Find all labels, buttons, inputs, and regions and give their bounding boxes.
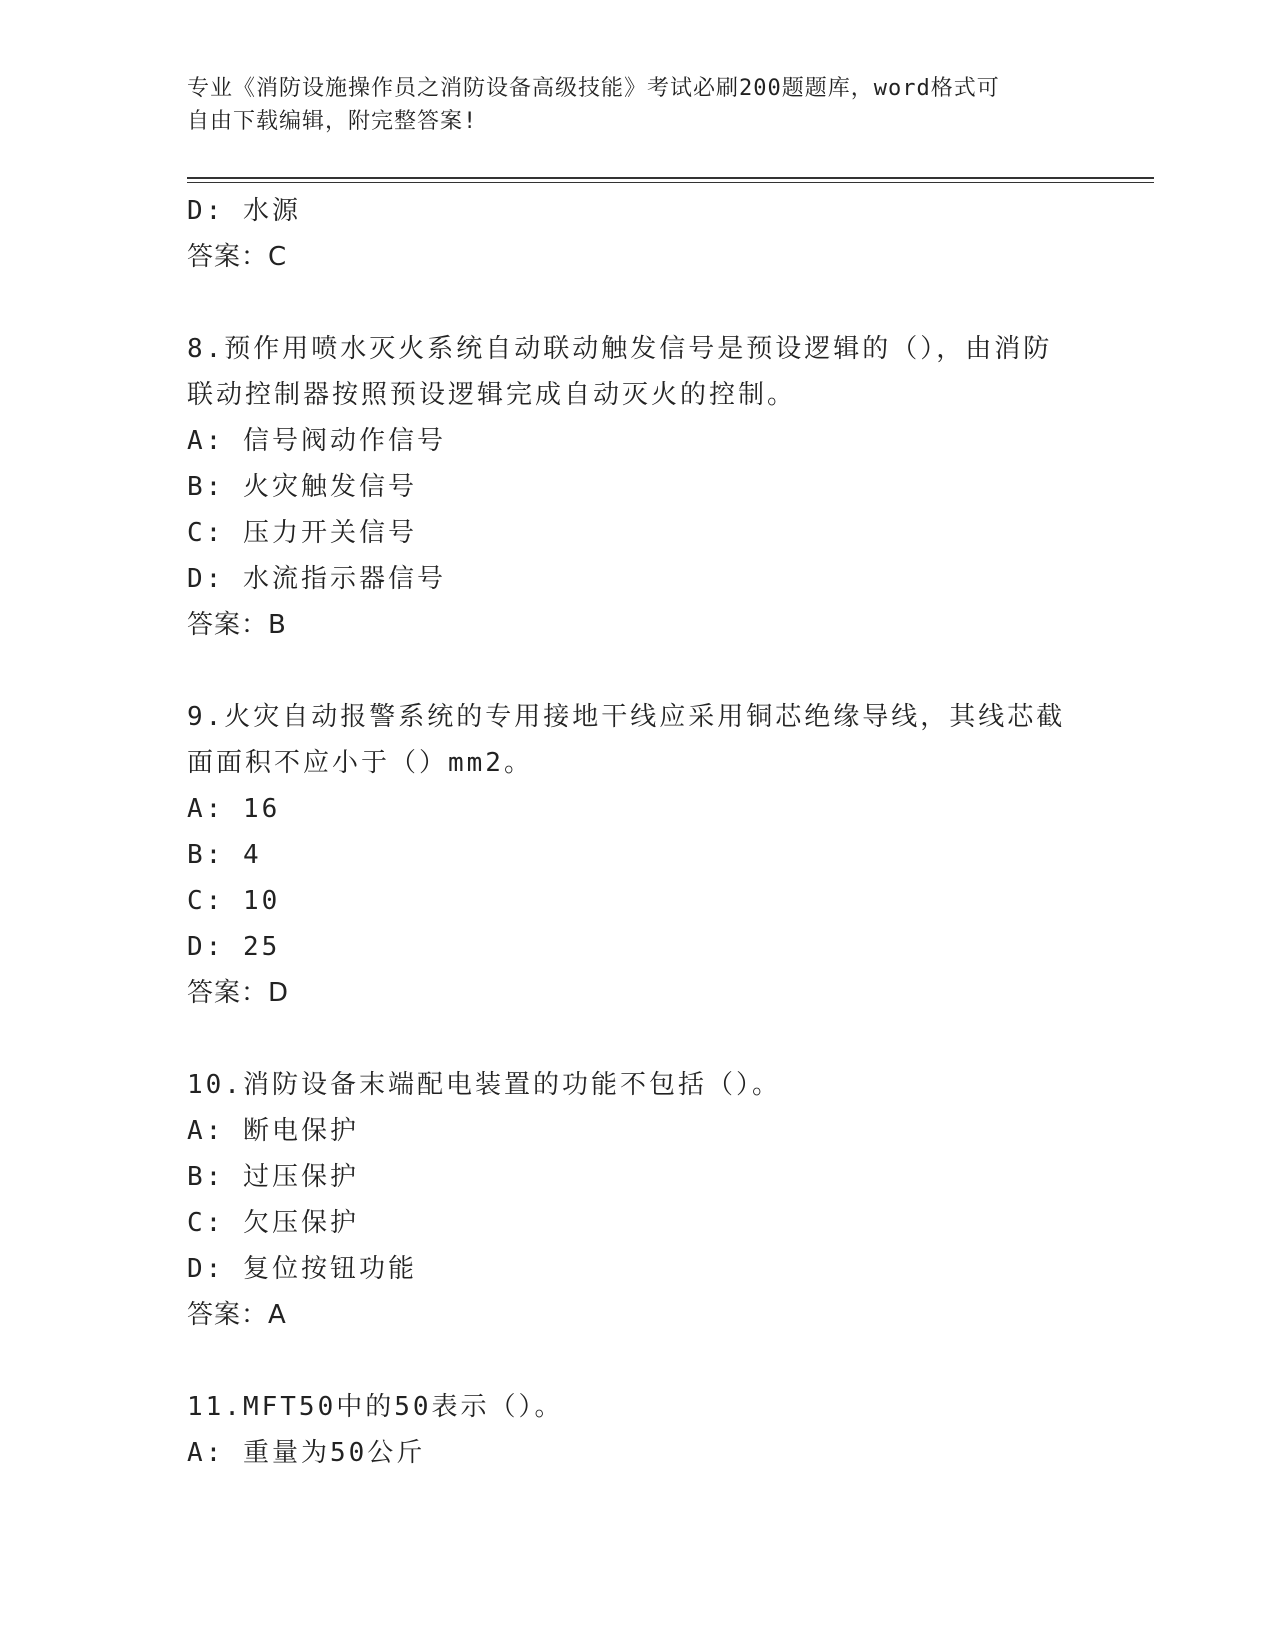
document-header (187, 72, 1067, 138)
question-8-option-d: D: 水流指示器信号 (187, 564, 446, 594)
spacer (187, 648, 1087, 694)
question-8-option-b: B: 火灾触发信号 (187, 472, 417, 502)
header-rule-thin (187, 182, 1154, 183)
question-10-option-a: A: 断电保护 (187, 1116, 359, 1146)
prev-answer: 答案：C (187, 242, 288, 272)
question-8 (187, 326, 1087, 648)
question-9-option-a: A: 16 (187, 794, 281, 824)
question-10-stem-1: 10.消防设备末端配电装置的功能不包括（）。 (187, 1070, 781, 1100)
document-body (187, 188, 1087, 1476)
question-8-stem-1: 8.预作用喷水灭火系统自动联动触发信号是预设逻辑的（），由消防 (187, 334, 1053, 364)
question-10-option-d: D: 复位按钮功能 (187, 1254, 417, 1284)
question-9-answer: 答案：D (187, 978, 290, 1008)
question-9-option-c: C: 10 (187, 886, 281, 916)
question-9-option-d: D: 25 (187, 932, 281, 962)
header-line-1: 专业《消防设施操作员之消防设备高级技能》考试必刷200题题库，word格式可 (187, 76, 1000, 101)
question-9-option-b: B: 4 (187, 840, 262, 870)
question-8-answer: 答案：B (187, 610, 287, 640)
question-11-stem-1: 11.MFT50中的50表示（）。 (187, 1392, 564, 1422)
question-8-option-c: C: 压力开关信号 (187, 518, 417, 548)
header-rule-thick (187, 177, 1154, 179)
header-line-2: 自由下载编辑，附完整答案! (187, 109, 478, 134)
spacer (187, 1016, 1087, 1062)
question-11 (187, 1384, 1087, 1476)
question-10 (187, 1062, 1087, 1338)
spacer (187, 1338, 1087, 1384)
question-8-option-a: A: 信号阀动作信号 (187, 426, 446, 456)
question-11-option-a: A: 重量为50公斤 (187, 1438, 426, 1468)
spacer (187, 280, 1087, 326)
question-8-stem-2: 联动控制器按照预设逻辑完成自动灭火的控制。 (187, 380, 797, 410)
question-10-option-b: B: 过压保护 (187, 1162, 359, 1192)
prev-option-d: D: 水源 (187, 196, 301, 226)
question-9 (187, 694, 1087, 1016)
question-9-stem-2: 面面积不应小于（）mm2。 (187, 748, 533, 778)
question-9-stem-1: 9.火灾自动报警系统的专用接地干线应采用铜芯绝缘导线，其线芯截 (187, 702, 1066, 732)
question-10-answer: 答案：A (187, 1300, 287, 1330)
question-10-option-c: C: 欠压保护 (187, 1208, 359, 1238)
